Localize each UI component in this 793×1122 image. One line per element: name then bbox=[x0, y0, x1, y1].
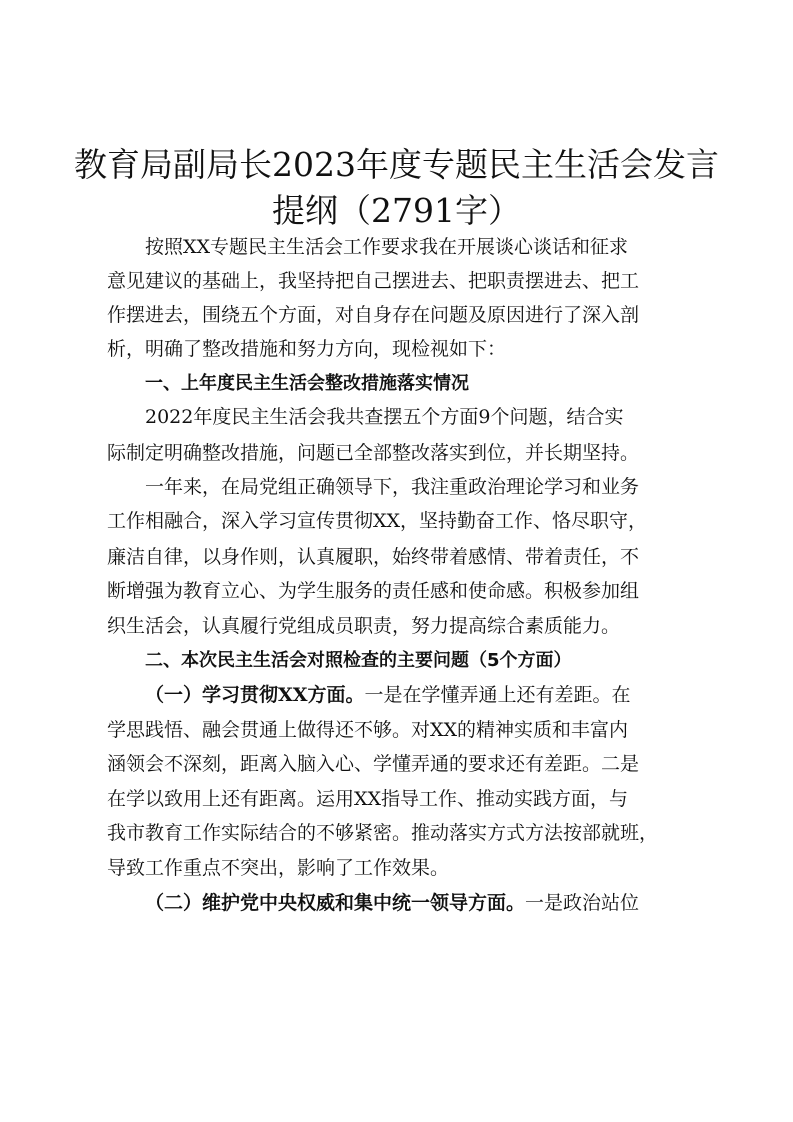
document-title-line-2: 提纲（2791字） bbox=[272, 191, 521, 230]
paragraph-line: 按照XX专题民主生活会工作要求我在开展谈心谈话和征求 bbox=[107, 236, 629, 258]
paragraph-line: 析，明确了整改措施和努力方向，现检视如下： bbox=[107, 338, 507, 360]
paragraph-line: 断增强为教育立心、为学生服务的责任感和使命感。积极参加组 bbox=[107, 580, 640, 602]
sub-item-2 bbox=[145, 890, 725, 916]
paragraph-line: 意见建议的基础上，我坚持把自己摆进去、把职责摆进去、把工 bbox=[107, 270, 640, 292]
sub-item-2-label: （二）维护党中央权威和集中统一领导方面。 bbox=[145, 892, 526, 914]
paragraph-line: 涵领会不深刻，距离入脑入心、学懂弄通的要求还有差距。二是 bbox=[107, 753, 640, 775]
paragraph-line: 在学以致用上还有距离。运用XX指导工作、推动实践方面，与 bbox=[107, 788, 629, 810]
document-title-line-1: 教育局副局长2023年度专题民主生活会发言 bbox=[74, 145, 719, 184]
sub-item-1-label: （一）学习贯彻XX方面。 bbox=[145, 684, 365, 706]
paragraph-line: 廉洁自律，以身作则，认真履职，始终带着感情、带着责任，不 bbox=[107, 546, 640, 568]
paragraph-line: 导致工作重点不突出，影响了工作效果。 bbox=[107, 857, 450, 879]
paragraph-line: 工作相融合，深入学习宣传贯彻XX，坚持勤奋工作、恪尽职守， bbox=[107, 510, 648, 532]
paragraph-line: 际制定明确整改措施，问题已全部整改落实到位，并长期坚持。 bbox=[107, 442, 640, 464]
section-heading-1: 一、上年度民主生活会整改措施落实情况 bbox=[145, 373, 469, 394]
paragraph-line: 我市教育工作实际结合的不够紧密。推动落实方式方法按部就班， bbox=[107, 822, 659, 844]
section-heading-2: 二、本次民主生活会对照检查的主要问题（5个方面） bbox=[145, 650, 572, 671]
sub-item-2-text: 一是政治站位 bbox=[525, 892, 640, 914]
paragraph-line: 作摆进去，围绕五个方面，对自身存在问题及原因进行了深入剖 bbox=[107, 304, 640, 326]
sub-item-1 bbox=[145, 682, 725, 708]
paragraph-line: 一年来，在局党组正确领导下，我注重政治理论学习和业务 bbox=[107, 476, 640, 498]
paragraph-line: 学思践悟、融会贯通上做得还不够。对XX的精神实质和丰富内 bbox=[107, 719, 629, 741]
sub-item-1-text: 一是在学懂弄通上还有差距。在 bbox=[364, 684, 631, 706]
paragraph-line: 织生活会，认真履行党组成员职责，努力提高综合素质能力。 bbox=[107, 615, 621, 637]
paragraph-line: 2022年度民主生活会我共查摆五个方面9个问题，结合实 bbox=[107, 406, 624, 428]
